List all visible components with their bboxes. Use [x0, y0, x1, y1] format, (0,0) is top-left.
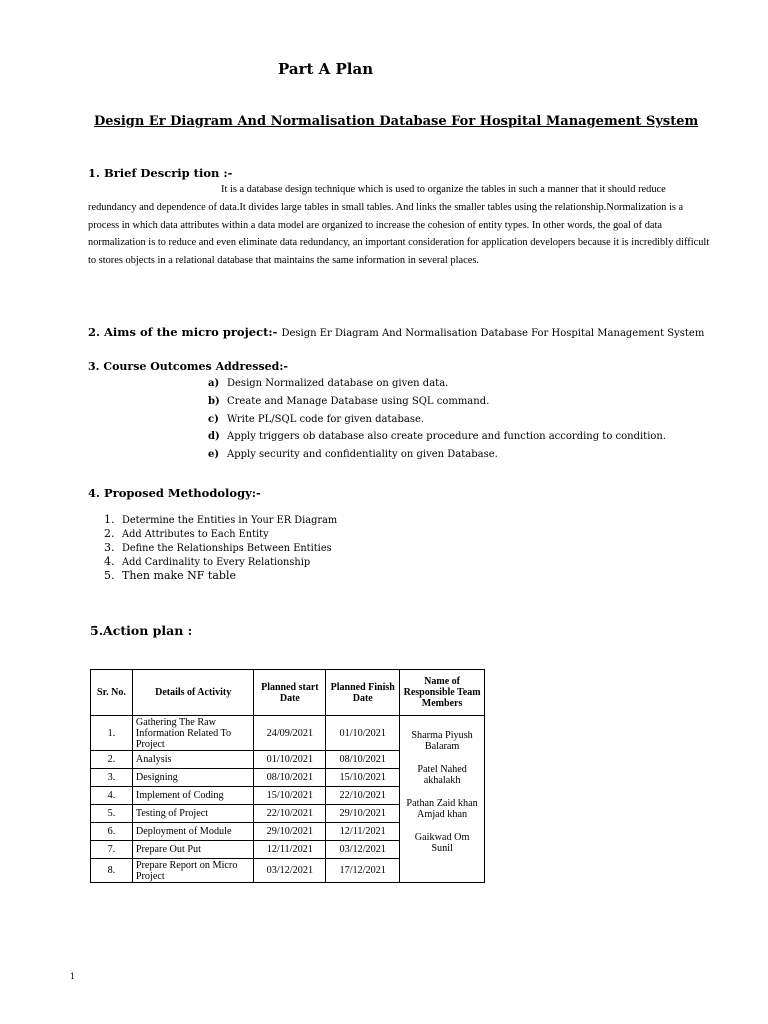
header-sr-no: Sr. No.: [91, 670, 133, 716]
table-row: 1. Gathering The Raw Information Related To Project 24/09/2021 01/10/2021 Sharma Piyush Balaram Patel Nahed akhalakh Pathan Zaid khan Amjad khan Gaikwad Om Sunil: [91, 716, 485, 751]
aims-text: Design Er Diagram And Normalisation Database For Hospital Management System: [281, 328, 705, 339]
page-number: 1: [70, 972, 76, 981]
table-row: 6. Deployment of Module 29/10/2021 12/11/2021: [91, 823, 485, 841]
team-member: Sharma Piyush Balaram: [411, 730, 473, 752]
methodology-item: 2. Add Attributes to Each Entity: [104, 527, 269, 540]
team-members-cell: [400, 716, 485, 883]
team-member: Patel Nahed akhalakh: [417, 764, 467, 786]
table-row: 4. Implement of Coding 15/10/2021 22/10/2021: [91, 787, 485, 805]
methodology-heading: 4. Proposed Methodology:-: [88, 486, 261, 500]
outcome-item: a) Design Normalized database on given data.: [208, 378, 449, 389]
table-row: 5. Testing of Project 22/10/2021 29/10/2021: [91, 805, 485, 823]
table-header-row: [91, 670, 485, 716]
action-plan-table: [90, 669, 485, 883]
header-start-date: Planned start Date: [254, 670, 326, 716]
table-row: 2. Analysis 01/10/2021 08/10/2021: [91, 751, 485, 769]
outcome-item: e) Apply security and confidentiality on given Database.: [208, 449, 498, 461]
table-row: 7. Prepare Out Put 12/11/2021 03/12/2021: [91, 841, 485, 859]
team-member: Pathan Zaid khan: [406, 798, 478, 809]
aims-heading-label: 2. Aims of the micro project:-: [88, 325, 278, 339]
outcome-item: b) Create and Manage Database using SQL command.: [208, 395, 490, 407]
team-member: Gaikwad Om Sunil: [414, 832, 470, 854]
outcome-item: c) Write PL/SQL code for given database.: [208, 413, 425, 425]
methodology-item: 3. Define the Relationships Between Entities: [104, 541, 332, 554]
course-outcomes-heading: 3. Course Outcomes Addressed:-: [88, 360, 288, 373]
header-finish-date: Planned Finish Date: [326, 670, 400, 716]
methodology-item: 1. Determine the Entities in Your ER Diagram: [104, 513, 338, 526]
page-title: Part A Plan: [278, 60, 374, 78]
brief-description-first-line: It is a database design technique which is used to organize the tables in such a manner that it should: [221, 184, 636, 195]
action-plan-heading: 5.Action plan :: [90, 623, 193, 638]
brief-description-heading: 1. Brief Descrip tion :-: [88, 166, 233, 180]
table-row: 3. Designing 08/10/2021 15/10/2021: [91, 769, 485, 787]
document-subtitle: Design Er Diagram And Normalisation Database For Hospital Management System: [94, 114, 699, 129]
header-activity: Details of Activity: [132, 670, 254, 716]
aims-heading: [88, 325, 704, 339]
brief-description-body: reduce redundancy and dependence of data.It divides large tables in small tables. And links the smaller tables using the relationship.Normalization is a process in which data attributes within a data model are organized to increase the cohesion of entity types. In other words, the goal of data normalization is to reduce and even eliminate data redundancy, an important consideration for application developers because it is incredibly difficult to stores objects in a relational database that maintains the same information in several places.: [88, 184, 710, 267]
team-member: Amjad khan: [417, 809, 468, 820]
header-team-members: Name of Responsible Team Members: [400, 670, 485, 716]
methodology-item: 4. Add Cardinality to Every Relationship: [104, 555, 311, 568]
methodology-list: [104, 513, 337, 583]
methodology-item: 5. Then make NF table: [104, 569, 236, 582]
brief-description-paragraph: [88, 181, 714, 270]
table-row: 8. Prepare Report on Micro Project 03/12/2021 17/12/2021: [91, 859, 485, 883]
outcome-item: d) Apply triggers ob database also create procedure and function according to condition.: [208, 431, 667, 443]
course-outcomes-list: [208, 378, 666, 467]
